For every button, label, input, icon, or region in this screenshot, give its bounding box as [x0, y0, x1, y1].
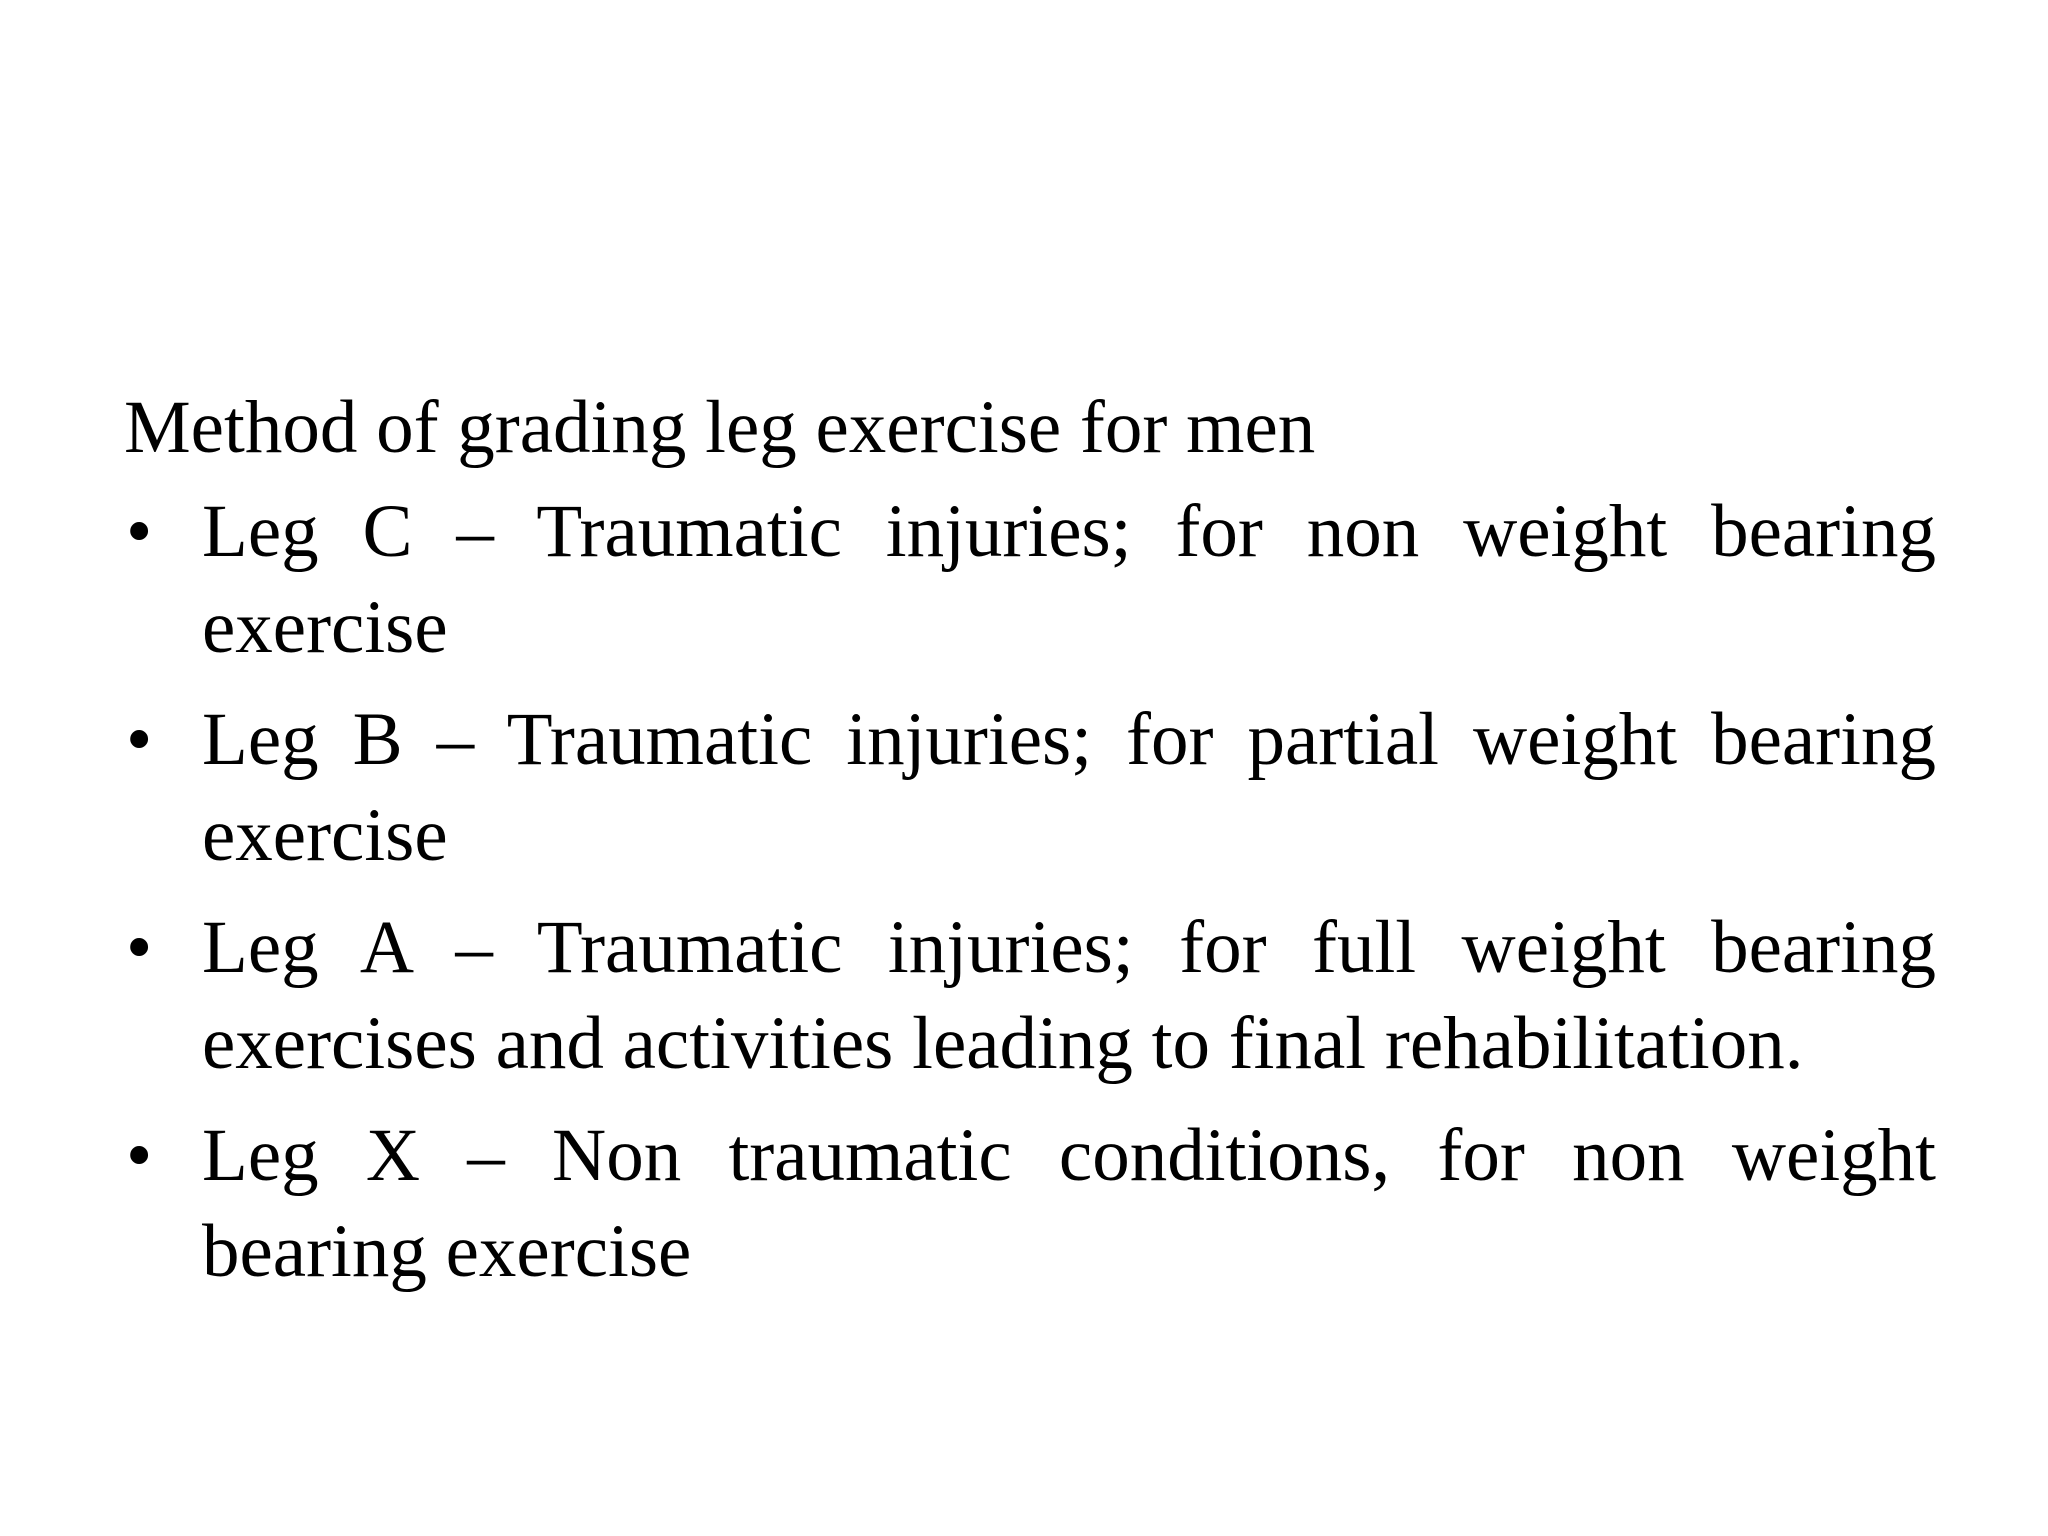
bullet-text: Leg A – Traumatic injuries; for full weight bearing exercises and activities leading to final rehabilitation. [202, 906, 1936, 1085]
bullet-item-leg-a [124, 900, 1936, 1092]
bullet-icon: • [126, 906, 153, 989]
bullet-item-leg-x [124, 1108, 1936, 1300]
bullet-icon: • [126, 1114, 153, 1197]
bullet-text: Leg C – Traumatic injuries; for non weight bearing exercise [202, 490, 1936, 669]
slide-content [124, 380, 1936, 1316]
bullet-item-leg-c [124, 484, 1936, 676]
slide-heading: Method of grading leg exercise for men [124, 386, 1316, 469]
bullet-icon: • [126, 490, 153, 573]
bullet-text: Leg X – Non traumatic conditions, for non weight bearing exercise [202, 1114, 1936, 1293]
bullet-icon: • [126, 698, 153, 781]
bullet-text: Leg B – Traumatic injuries; for partial weight bearing exercise [202, 698, 1936, 877]
bullet-item-leg-b [124, 692, 1936, 884]
bullet-list [124, 484, 1936, 1300]
